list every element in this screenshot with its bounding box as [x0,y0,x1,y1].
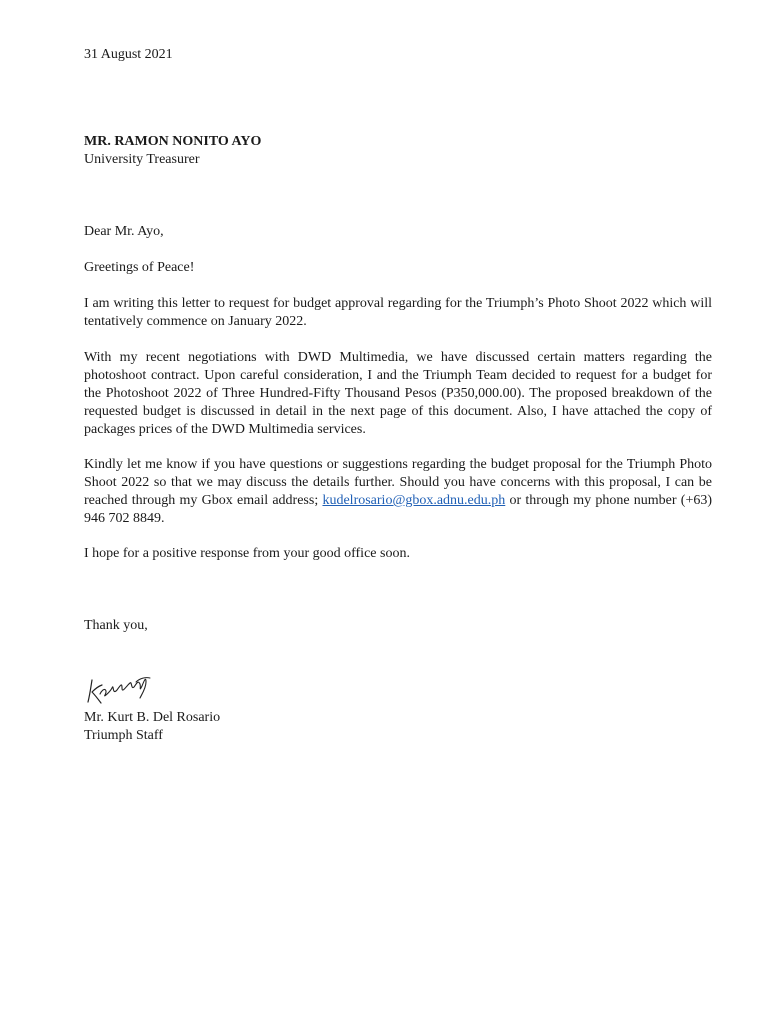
body-paragraph-request: I am writing this letter to request for budget approval regarding for the Triumph’s Photo Shoot 2022 which will tentatively commence on January 2022. [84,296,712,329]
body-paragraph-closing: I hope for a positive response from your good office soon. [84,546,410,561]
body-paragraph-negotiations: With my recent negotiations with DWD Multimedia, we have discussed certain matters regarding the photoshoot contract. Upon careful consideration, I and the Triumph Team decided to request for a budget for the Photoshoot 2022 of Three Hundred-Fifty Thousand Pesos (P350,000.00). The proposed breakdown of the requested budget is discussed in detail in the next page of this document. Also, I have attached the copy of packages prices of the DWD Multimedia services. [84,350,712,437]
complimentary-close: Thank you, [84,618,148,633]
salutation: Dear Mr. Ayo, [84,224,164,239]
body-paragraph-contact [84,456,712,528]
handwritten-signature [84,668,154,710]
greeting: Greetings of Peace! [84,260,195,275]
letter-date: 31 August 2021 [84,47,173,62]
contact-text-before-email: Kindly let me know if you have questions or suggestions regarding the budget proposal for the Triumph Photo Shoot 2022 so that we may discuss the details further. Should you have concerns with this proposal, I can be reached through my Gbox email address; [84,457,712,508]
signer-name: Mr. Kurt B. Del Rosario [84,710,221,725]
contact-text-after-email: or through my phone number (+63) 946 702 8849. [84,493,712,526]
recipient-name: MR. RAMON NONITO AYO [84,134,262,149]
email-link[interactable]: kudelrosario@gbox.adnu.edu.ph [322,493,506,508]
recipient-title: University Treasurer [84,152,200,167]
signer-role: Triumph Staff [84,728,163,743]
